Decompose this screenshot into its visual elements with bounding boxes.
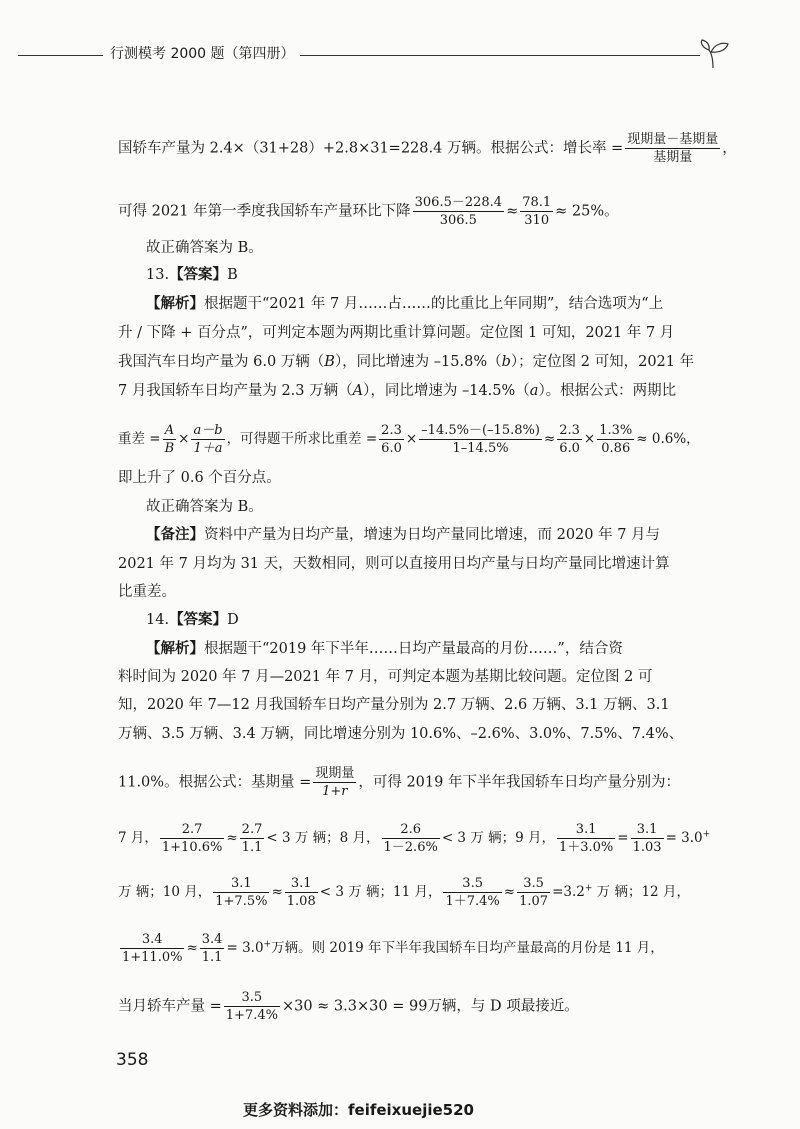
text-segment: 国轿车产量为 2.4×（31+28）+2.8×31=228.4 万辆。根据公式：增长率 = xyxy=(118,140,624,157)
denominator: 1+7.5% xyxy=(215,894,268,909)
fraction xyxy=(597,422,634,457)
text-line: 料时间为 2020 年 7 月—2021 年 7 月，可判定本题为基期比较问题。定位图 2 可 xyxy=(118,669,653,685)
text-segment: 7 月， xyxy=(118,830,158,846)
text-segment: 万 辆；12 月， xyxy=(592,884,690,900)
text-line xyxy=(118,875,718,910)
sprout-icon xyxy=(698,38,732,70)
numerator: A xyxy=(163,422,177,440)
fraction xyxy=(200,931,225,966)
text-line xyxy=(146,293,716,315)
text-line: 即上升了 0.6 个百分点。 xyxy=(118,470,281,486)
text-line: 故正确答案为 B。 xyxy=(146,499,263,515)
denominator: 1+7.4% xyxy=(225,1008,278,1023)
fraction xyxy=(443,875,501,910)
text-segment: =3.2 xyxy=(552,884,585,900)
denominator: 1.1 xyxy=(241,840,263,855)
fraction xyxy=(213,875,269,910)
text-segment: < 3 万 辆；11 月， xyxy=(319,884,442,900)
text-segment: 根据题干“2019 年下半年……日均产量最高的月份……”，结合资 xyxy=(204,641,623,657)
text-segment: 万 辆；10 月， xyxy=(118,884,212,900)
text-line xyxy=(146,638,716,660)
answer-line xyxy=(146,264,716,286)
denominator: B xyxy=(164,441,175,456)
operator: = xyxy=(617,830,629,846)
text-segment: < 3 万 辆；8 月， xyxy=(266,830,380,846)
variable: b xyxy=(501,354,511,370)
numerator: 3.1 xyxy=(557,821,615,839)
answer-label: 【答案】 xyxy=(169,267,228,283)
text-line xyxy=(118,380,718,402)
denominator: 1+11.0% xyxy=(122,950,183,965)
text-segment: 重差 = xyxy=(118,431,161,447)
superscript: + xyxy=(584,883,593,894)
fraction xyxy=(163,422,177,457)
denominator: 0.86 xyxy=(601,441,631,456)
analysis-label: 【解析】 xyxy=(146,641,204,657)
numerator: 现期量－基期量 xyxy=(627,132,719,147)
denominator: 1＋a xyxy=(193,441,223,456)
denominator: 1＋3.0% xyxy=(558,840,614,855)
denominator: 1.08 xyxy=(286,894,316,909)
numerator: 78.1 xyxy=(522,195,552,210)
text-line: 万辆、3.5 万辆、3.4 万辆，同比增速分别为 10.6%、–2.6%、3.0%、7.5%、7.4%、 xyxy=(118,726,684,742)
fraction xyxy=(240,821,265,856)
operator: × xyxy=(405,431,418,447)
text-segment: < 3 万 辆；9 月， xyxy=(441,830,555,846)
fraction xyxy=(379,422,404,457)
numerator: 2.7 xyxy=(241,822,263,837)
answer-value: B xyxy=(227,267,238,283)
denominator: 310 xyxy=(524,213,550,228)
denominator: 1–14.5% xyxy=(452,441,509,456)
text-line: 2021 年 7 月均为 31 天，天数相同，则可以直接用日均产量与日均产量同比增速计算 xyxy=(118,556,670,572)
variable: B xyxy=(324,354,335,370)
numerator: a－b xyxy=(193,423,223,438)
fraction xyxy=(520,194,553,229)
text-line xyxy=(118,351,718,373)
fraction xyxy=(557,422,582,457)
numerator: 2.7 xyxy=(160,821,224,839)
numerator: 1.3% xyxy=(599,423,633,438)
text-segment: ），同比增速为 –15.8%（ xyxy=(334,354,502,370)
denominator: 1+r xyxy=(322,784,348,799)
page-number: 358 xyxy=(116,1050,149,1070)
fraction xyxy=(120,931,184,966)
fraction xyxy=(517,875,550,910)
text-segment: ，可得题干所求比重差 = xyxy=(226,431,378,447)
text-segment: ≈ 25%。 xyxy=(555,203,619,220)
text-segment: 我国汽车日均产量为 6.0 万辆（ xyxy=(118,354,325,370)
fraction xyxy=(419,422,542,457)
text-line: 故正确答案为 B。 xyxy=(146,240,263,256)
text-segment: ）；定位图 2 可知，2021 年 xyxy=(510,354,695,370)
denominator: 1.1 xyxy=(201,950,223,965)
numerator: 2.3 xyxy=(381,423,402,438)
fraction xyxy=(557,821,615,856)
fraction xyxy=(631,821,664,856)
numerator: 2.3 xyxy=(559,423,580,438)
note-label: 【备注】 xyxy=(146,527,204,543)
denominator: 6.0 xyxy=(381,441,402,456)
denominator: 1＋7.4% xyxy=(445,894,500,909)
text-line xyxy=(118,765,718,800)
fraction xyxy=(625,131,720,166)
text-segment: 11.0%。根据公式：基期量 = xyxy=(118,774,312,791)
running-header xyxy=(18,38,718,68)
numerator: 3.4 xyxy=(201,932,223,947)
operator: ≈ xyxy=(271,884,283,900)
fraction xyxy=(285,875,318,910)
variable: A xyxy=(352,383,364,399)
superscript: + xyxy=(702,829,711,840)
text-segment: ×30 ≈ 3.3×30 = 99万辆，与 D 项最接近。 xyxy=(281,998,579,1015)
footer-note: 更多资料添加：feifeixuejie520 xyxy=(243,1101,474,1119)
text-line xyxy=(118,931,718,966)
denominator: 1－2.6% xyxy=(383,840,438,855)
fraction xyxy=(224,989,280,1024)
operator: × xyxy=(178,431,190,447)
numerator: 2.6 xyxy=(382,821,440,839)
fraction xyxy=(191,422,224,457)
fraction xyxy=(382,821,440,856)
numerator: 3.5 xyxy=(224,989,280,1007)
denominator: 1+10.6% xyxy=(161,840,223,855)
numerator: 3.5 xyxy=(517,875,550,893)
fraction xyxy=(313,765,356,800)
numerator: 现期量 xyxy=(315,766,355,781)
operator: ≈ xyxy=(503,884,516,900)
operator: ≈ xyxy=(226,830,238,846)
text-line: 知，2020 年 7—12 月我国轿车日均产量分别为 2.7 万辆、2.6 万辆、3.1 万辆、3.1 xyxy=(118,697,670,713)
numerator: 3.5 xyxy=(443,875,501,893)
text-segment: 可得 2021 年第一季度我国轿车产量环比下降 xyxy=(118,203,411,220)
operator: ≈ xyxy=(543,431,556,447)
variable: a xyxy=(529,383,539,399)
text-line xyxy=(118,131,737,166)
text-segment: = 3.0 xyxy=(665,830,703,846)
header-rule-right xyxy=(300,55,700,56)
operator: ≈ xyxy=(506,203,519,220)
fraction xyxy=(160,821,224,856)
numerator: 3.1 xyxy=(213,875,269,893)
answer-value: D xyxy=(227,612,239,628)
text-segment: 万辆。则 2019 年下半年我国轿车日均产量最高的月份是 11 月， xyxy=(271,940,664,956)
text-segment: ≈ 0.6%， xyxy=(636,431,700,447)
text-segment: 7 月我国轿车日均产量为 2.3 万辆（ xyxy=(118,383,353,399)
text-segment: 资料中产量为日均产量，增速为日均产量同比增速，而 2020 年 7 月与 xyxy=(204,527,661,543)
text-segment: ），同比增速为 –14.5%（ xyxy=(363,383,530,399)
header-title: 行测模考 2000 题（第四册） xyxy=(110,46,295,62)
numerator: 3.1 xyxy=(285,875,318,893)
denominator: 1.07 xyxy=(519,894,549,909)
text-segment: 当月轿车产量 = xyxy=(118,998,222,1015)
text-line xyxy=(118,821,718,856)
text-segment: 根据题干“2021 年 7 月……占……的比重比上年同期”，结合选项为“上 xyxy=(204,296,664,312)
question-number: 13. xyxy=(146,267,170,283)
text-line xyxy=(146,524,716,546)
text-segment: = 3.0 xyxy=(226,940,264,956)
denominator: 6.0 xyxy=(559,441,580,456)
text-segment: ）。根据公式：两期比 xyxy=(538,383,677,399)
answer-line xyxy=(146,609,716,631)
superscript: + xyxy=(263,939,272,950)
question-number: 14. xyxy=(146,612,170,628)
fraction xyxy=(413,194,504,229)
numerator: 3.1 xyxy=(631,821,664,839)
numerator: –14.5%－(–15.8%) xyxy=(421,423,540,438)
analysis-label: 【解析】 xyxy=(146,296,204,312)
operator: ≈ xyxy=(186,940,198,956)
header-rule-left xyxy=(18,55,103,56)
answer-label: 【答案】 xyxy=(169,612,228,628)
denominator: 基期量 xyxy=(653,150,693,165)
text-line xyxy=(118,989,718,1024)
text-line: 升 / 下降 + 百分点”，可判定本题为两期比重计算问题。定位图 1 可知，2021 年 7 月 xyxy=(118,325,675,341)
numerator: 3.4 xyxy=(120,931,184,949)
text-line: 比重差。 xyxy=(118,584,176,600)
text-segment: ，可得 2019 年下半年我国轿车日均产量分别为： xyxy=(358,774,680,791)
denominator: 306.5 xyxy=(439,213,477,228)
text-line xyxy=(118,422,718,457)
text-line xyxy=(118,194,718,229)
numerator: 306.5－228.4 xyxy=(414,195,503,210)
text-segment: ， xyxy=(722,140,737,157)
denominator: 1.03 xyxy=(632,840,662,855)
operator: × xyxy=(583,431,596,447)
